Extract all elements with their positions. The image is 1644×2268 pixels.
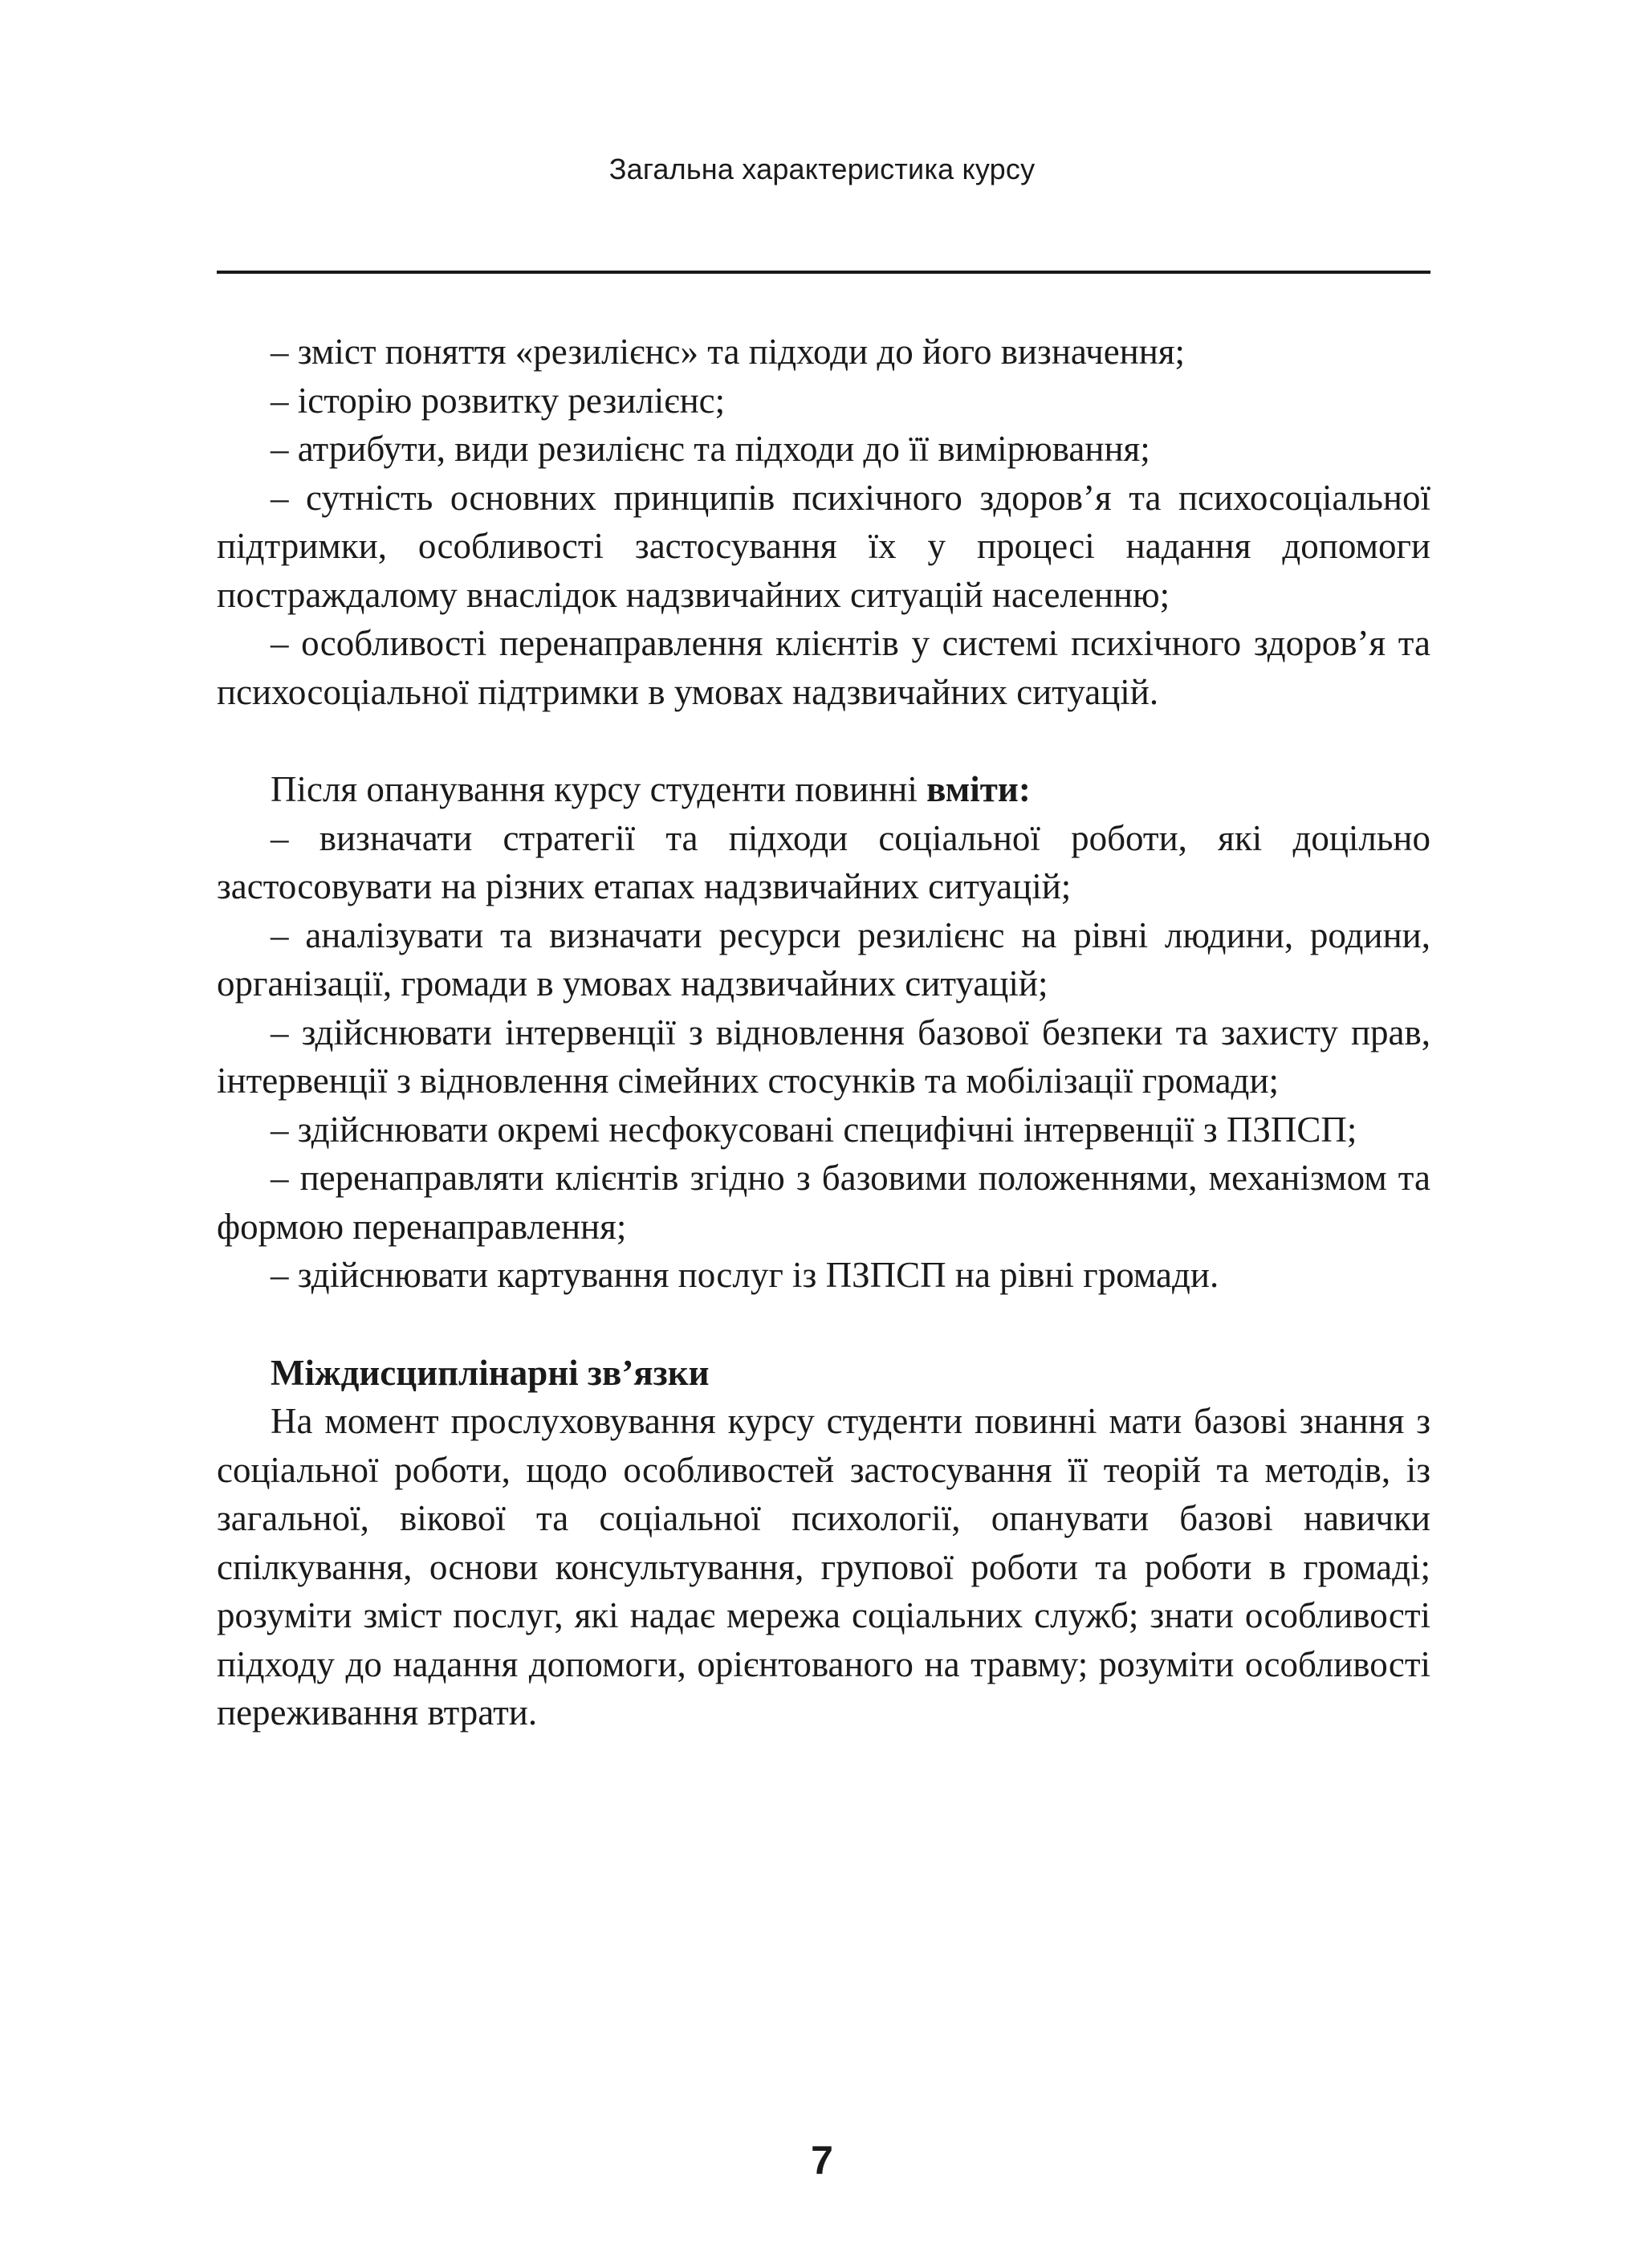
running-header: Загальна характеристика курсу — [608, 153, 1036, 185]
skills-item: – здійснювати окремі несфокусовані специфічні інтервенції з ПЗПСП; — [271, 1109, 1357, 1150]
header-rule — [217, 271, 1430, 274]
knowledge-item: – сутність основних принципів психічного здоров’я та психосоціальної підтримки, особливості застосування їх у процесі надання допомоги постраждалому внаслідок надзвичайних ситуацій населенню; — [217, 477, 1430, 615]
page-body — [217, 328, 1430, 1737]
skills-item: – визначати стратегії та підходи соціальної роботи, які доцільно застосовувати на різних етапах надзвичайних ситуацій; — [217, 817, 1430, 906]
skills-item: – перенаправляти клієнтів згідно з базовими положеннями, механізмом та формою перенаправлення; — [217, 1158, 1430, 1247]
skills-intro-text: Після опанування курсу студенти повинні — [271, 769, 927, 809]
skills-item: – аналізувати та визначати ресурси резилієнс на рівні людини, родини, організації, громади в умовах надзвичайних ситуацій; — [217, 914, 1430, 1004]
knowledge-item: – історію розвитку резилієнс; — [271, 380, 726, 421]
knowledge-item: – особливості перенаправлення клієнтів у системі психічного здоров’я та психосоціальної підтримки в умовах надзвичайних ситуацій. — [217, 623, 1430, 712]
knowledge-item: – атрибути, види резилієнс та підходи до її вимірювання; — [271, 429, 1150, 469]
section-heading: Міждисциплінарні зв’язки — [271, 1352, 710, 1393]
knowledge-item: – зміст поняття «резилієнс» та підходи до його визначення; — [271, 332, 1186, 372]
section-paragraph: На момент прослуховування курсу студенти повинні мати базові знання з соціальної роботи, щодо особливостей застосування її теорій та методів, із загальної, вікової та соціальної психології, опанувати базові навички спілкування, основи консультування, групової роботи та роботи в громаді; розуміти зміст послуг, які надає мережа соціальних служб; знати особливості підходу до надання допомоги, орієнтованого на травму; розуміти особливості переживання втрати. — [217, 1401, 1430, 1733]
skills-item: – здійснювати інтервенції з відновлення базової безпеки та захисту прав, інтервенції з відновлення сімейних стосунків та мобілізації громади; — [217, 1012, 1430, 1101]
skills-intro — [217, 765, 1430, 814]
skills-item: – здійснювати картування послуг із ПЗПСП на рівні громади. — [271, 1255, 1219, 1295]
skills-intro-bold: вміти: — [926, 769, 1031, 809]
page-number: 7 — [811, 2138, 833, 2183]
